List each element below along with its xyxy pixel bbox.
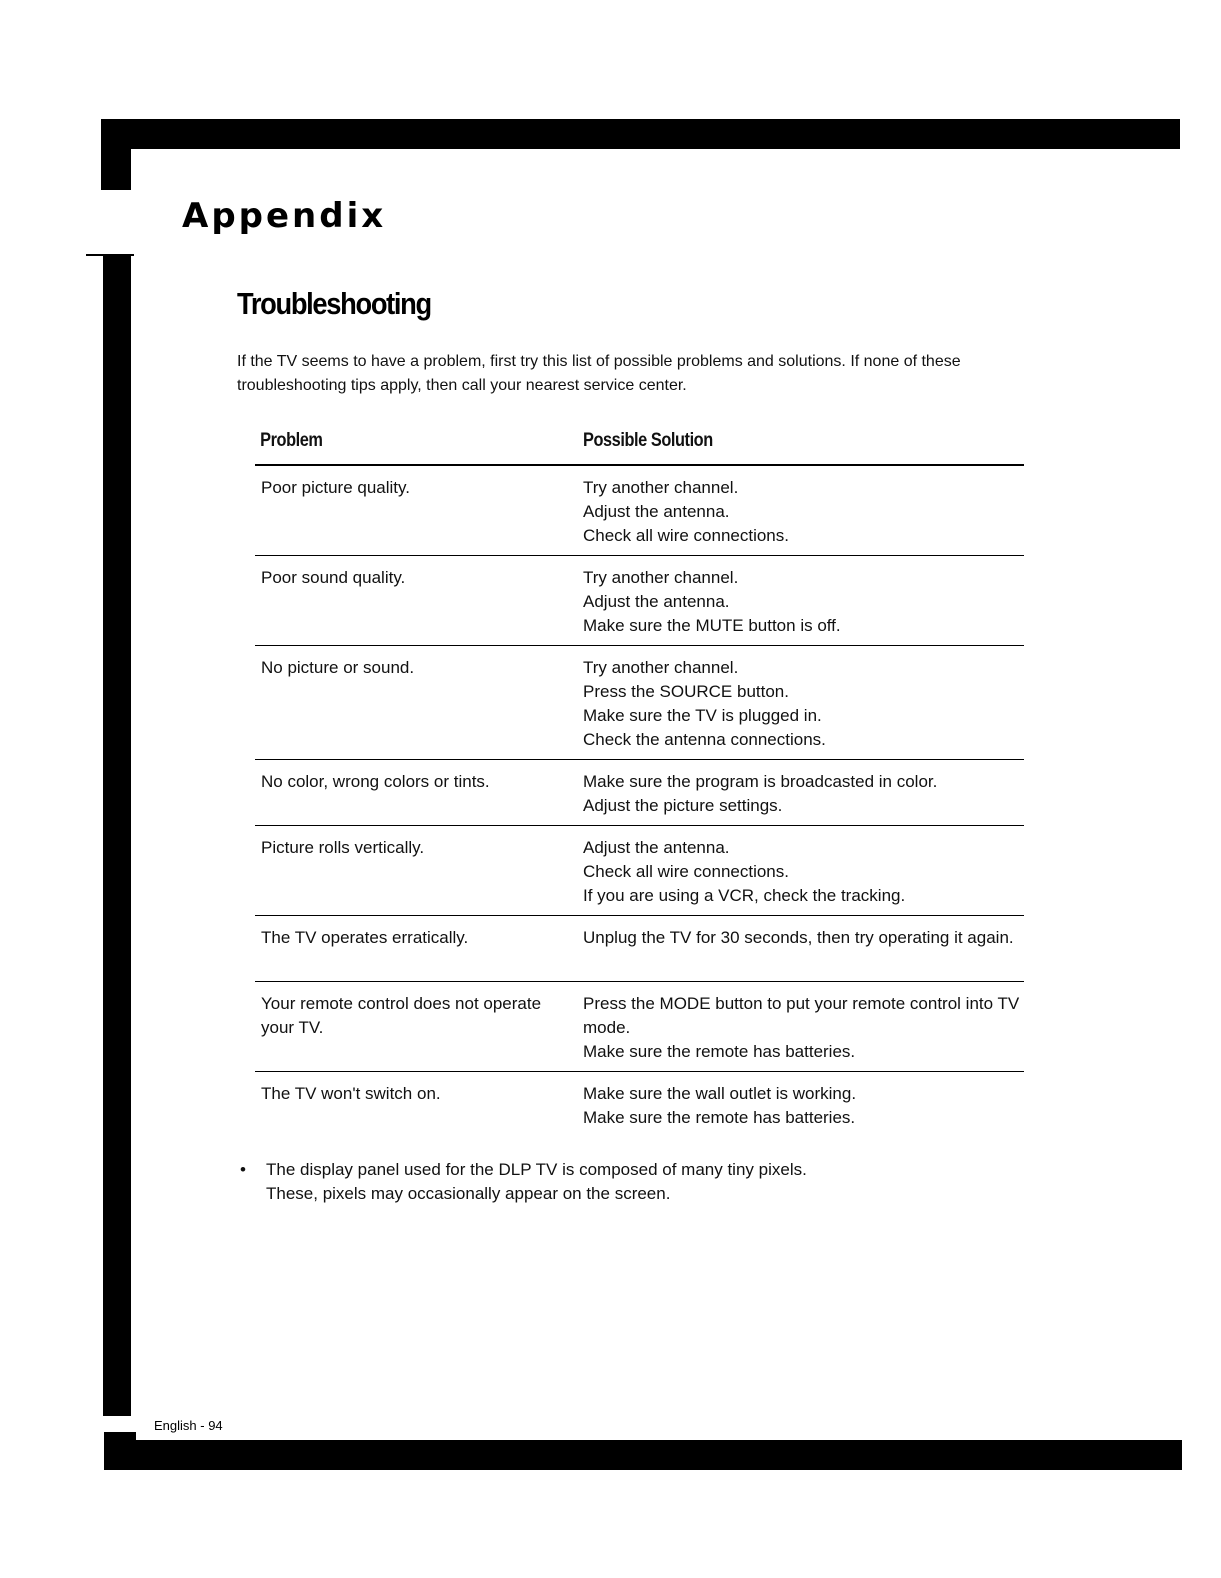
- problem-cell: Poor picture quality.: [261, 478, 410, 497]
- solution-cell: [583, 476, 1024, 555]
- solution-cell: [583, 770, 1024, 825]
- solution-line: Press the SOURCE button.: [583, 682, 789, 701]
- problem-cell: No color, wrong colors or tints.: [261, 772, 490, 791]
- solution-column-header: Possible Solution: [583, 430, 713, 451]
- solution-line: Press the MODE button to put your remote control into TV mode.: [583, 994, 1020, 1037]
- solution-cell: [583, 1082, 1024, 1138]
- solution-cell: [583, 656, 1024, 759]
- table-row: [255, 826, 1024, 916]
- table-row: [255, 466, 1024, 556]
- intro-paragraph: If the TV seems to have a problem, first try this list of possible problems and solutions. If none of these troubleshooting tips apply, then call your nearest service center.: [237, 353, 961, 394]
- bottom-border-bar: [104, 1440, 1182, 1470]
- table-header-row: [255, 424, 1024, 466]
- pixel-note: [240, 1158, 1000, 1206]
- problem-cell: Your remote control does not operate your TV.: [261, 994, 542, 1037]
- problem-cell: The TV won't switch on.: [261, 1084, 441, 1103]
- table-row: [255, 646, 1024, 760]
- solution-cell: [583, 926, 1024, 981]
- solution-cell: [583, 566, 1024, 645]
- solution-line: Adjust the antenna.: [583, 838, 730, 857]
- note-line: These, pixels may occasionally appear on the screen.: [266, 1184, 671, 1203]
- solution-line: Adjust the antenna.: [583, 592, 730, 611]
- top-left-tab: [101, 119, 131, 190]
- table-row: [255, 760, 1024, 826]
- solution-line: Make sure the MUTE button is off.: [583, 616, 841, 635]
- problem-cell: Poor sound quality.: [261, 568, 406, 587]
- problem-column-header: Problem: [260, 430, 323, 451]
- solution-cell: [583, 836, 1024, 915]
- table-row: [255, 916, 1024, 982]
- table-row: [255, 982, 1024, 1072]
- table-row: [255, 556, 1024, 646]
- page-number: English - 94: [154, 1418, 223, 1433]
- solution-line: Adjust the picture settings.: [583, 796, 783, 815]
- solution-line: Make sure the wall outlet is working.: [583, 1084, 857, 1103]
- problem-cell: The TV operates erratically.: [261, 928, 469, 947]
- solution-line: Try another channel.: [583, 658, 739, 677]
- troubleshooting-table: [255, 424, 1024, 1138]
- solution-line: Make sure the remote has batteries.: [583, 1108, 856, 1127]
- bullet-icon: •: [240, 1160, 246, 1179]
- solution-line: Try another channel.: [583, 568, 739, 587]
- table-row: [255, 1072, 1024, 1138]
- left-side-bar: [103, 256, 131, 1416]
- solution-line: Adjust the antenna.: [583, 502, 730, 521]
- solution-line: Make sure the TV is plugged in.: [583, 706, 822, 725]
- solution-cell: [583, 992, 1024, 1071]
- solution-line: Make sure the program is broadcasted in color.: [583, 772, 938, 791]
- solution-line: If you are using a VCR, check the tracking.: [583, 886, 906, 905]
- solution-line: Check the antenna connections.: [583, 730, 826, 749]
- appendix-heading: Appendix: [182, 196, 387, 236]
- section-title: Troubleshooting: [237, 286, 431, 321]
- solution-line: Try another channel.: [583, 478, 739, 497]
- solution-line: Unplug the TV for 30 seconds, then try operating it again.: [583, 928, 1014, 947]
- solution-line: Check all wire connections.: [583, 526, 789, 545]
- top-border-bar: [101, 119, 1180, 149]
- problem-cell: No picture or sound.: [261, 658, 415, 677]
- problem-cell: Picture rolls vertically.: [261, 838, 425, 857]
- note-text: [266, 1158, 807, 1206]
- note-line: The display panel used for the DLP TV is composed of many tiny pixels.: [266, 1160, 807, 1179]
- solution-line: Check all wire connections.: [583, 862, 789, 881]
- solution-line: Make sure the remote has batteries.: [583, 1042, 856, 1061]
